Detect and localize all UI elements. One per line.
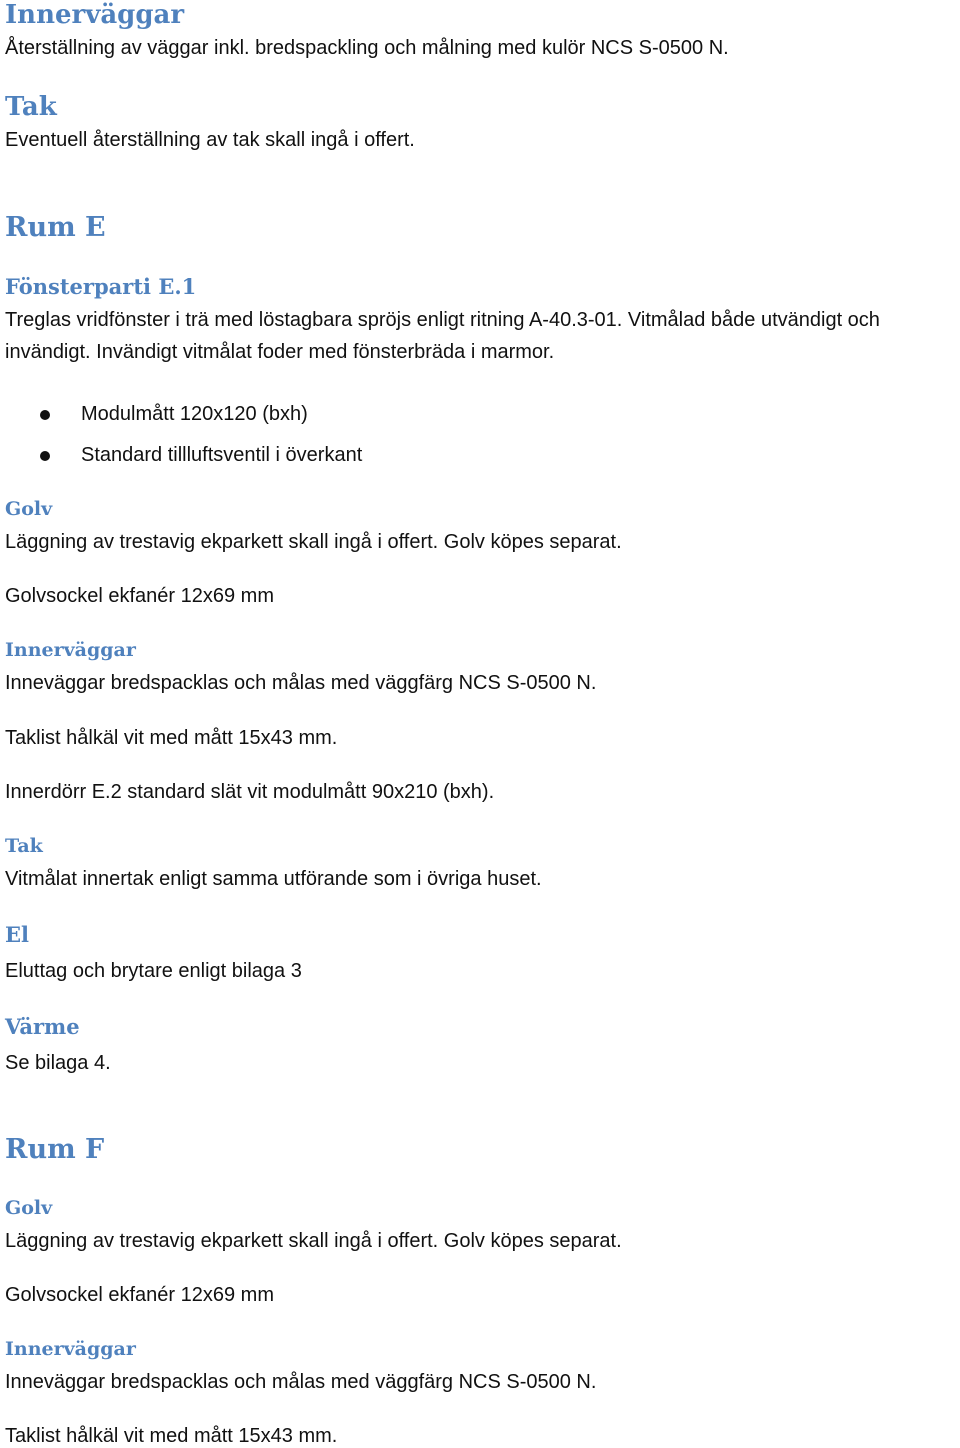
el-text: Eluttag och brytare enligt bilaga 3 [5, 960, 302, 982]
heading-varme: Värme [5, 1014, 80, 1039]
bullet-text: Standard tillluftsventil i överkant [81, 444, 363, 466]
bullet-text: Modulmått 120x120 (bxh) [81, 403, 308, 425]
tak-text: Eventuell återställning av tak skall ingå i offert. [5, 129, 415, 151]
golvsockel-text: Golvsockel ekfanér 12x69 mm [5, 1284, 275, 1306]
room-title-f: Rum F [5, 1134, 105, 1165]
taklist-text: Taklist hålkäl vit med mått 15x43 mm. [5, 1425, 338, 1447]
heading-innervaggar: Innerväggar [5, 1338, 136, 1360]
innerdorr-text: Innerdörr E.2 standard slät vit modulmått 90x210 (bxh). [5, 781, 495, 803]
bullet-dot [40, 451, 50, 461]
heading-fonsterparti: Fönsterparti E.1 [5, 274, 197, 299]
fonster-text-line2: invändigt. Invändigt vitmålat foder med fönsterbräda i marmor. [5, 341, 555, 363]
innervaggar-text: Inneväggar bredspacklas och målas med väggfärg NCS S-0500 N. [5, 1371, 597, 1393]
heading-tak: Tak [5, 92, 57, 122]
heading-el: El [5, 922, 29, 947]
room-title-e: Rum E [5, 212, 106, 243]
golv-text: Läggning av trestavig ekparkett skall ingå i offert. Golv köpes separat. [5, 1230, 622, 1252]
heading-golv: Golv [5, 498, 53, 520]
golv-text: Läggning av trestavig ekparkett skall ingå i offert. Golv köpes separat. [5, 531, 622, 553]
bullet-dot [40, 410, 50, 420]
heading-innervaggar: Innerväggar [5, 639, 136, 661]
fonster-text-line1: Treglas vridfönster i trä med löstagbara spröjs enligt ritning A-40.3-01. Vitmålad både utvändigt och [5, 309, 880, 331]
golvsockel-text: Golvsockel ekfanér 12x69 mm [5, 585, 275, 607]
heading-golv: Golv [5, 1197, 53, 1219]
taklist-text: Taklist hålkäl vit med mått 15x43 mm. [5, 727, 338, 749]
tak-text: Vitmålat innertak enligt samma utförande som i övriga huset. [5, 868, 542, 890]
heading-innervaggar: Innerväggar [5, 0, 185, 30]
innervaggar-text: Återställning av väggar inkl. bredspackling och målning med kulör NCS S-0500 N. [5, 37, 729, 59]
varme-text: Se bilaga 4. [5, 1052, 111, 1074]
innervaggar-text: Inneväggar bredspacklas och målas med väggfärg NCS S-0500 N. [5, 672, 597, 694]
heading-tak: Tak [5, 835, 43, 857]
